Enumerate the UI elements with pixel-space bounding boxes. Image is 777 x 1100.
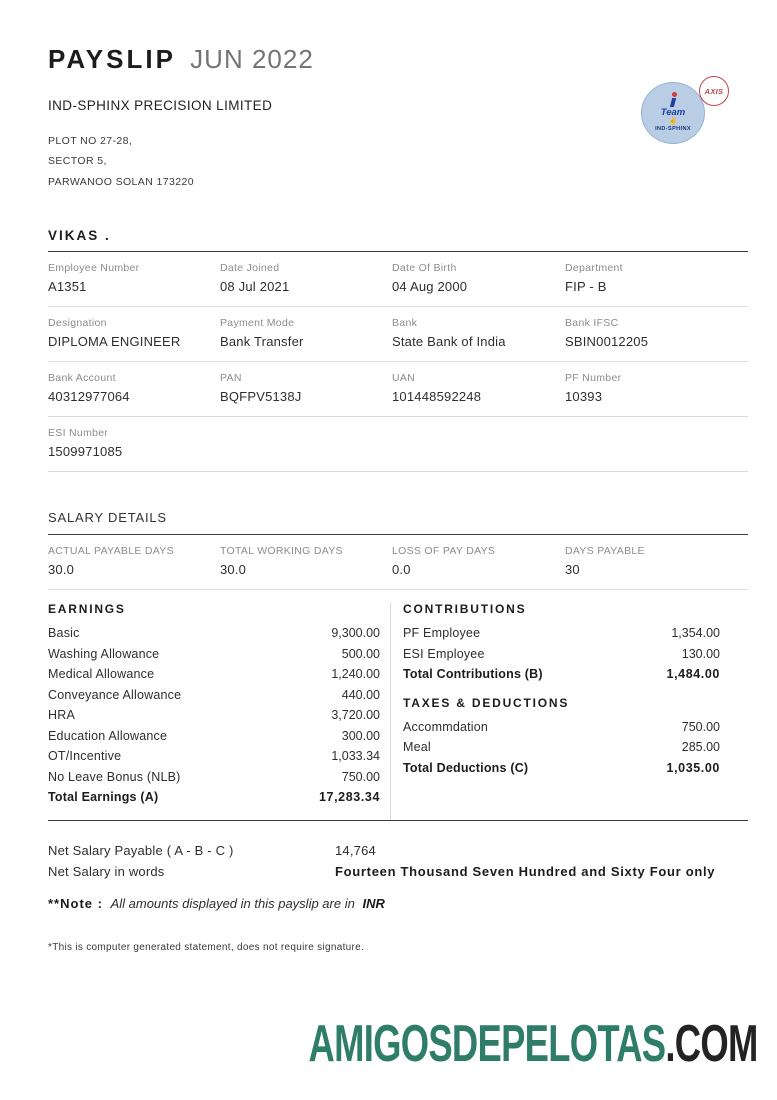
logo-i-icon (669, 92, 677, 107)
table-row: Meal 285.00 (403, 740, 720, 755)
payable-days-row (48, 535, 748, 590)
net-salary-words-row: Net Salary in words Fourteen Thousand Seven Hundred and Sixty Four only (48, 861, 748, 882)
table-row: PF Employee 1,354.00 (403, 626, 720, 641)
table-row: Conveyance Allowance 440.00 (48, 687, 380, 702)
watermark-suffix: .COM (665, 1015, 758, 1073)
field-bank-ifsc: Bank IFSC SBIN0012205 (565, 317, 649, 350)
table-row: Accommdation 750.00 (403, 719, 720, 734)
field-pf-number: PF Number 10393 (565, 372, 622, 405)
field-days-payable: DAYS PAYABLE 30 (565, 545, 645, 578)
address-line: PARWANOO SOLAN 173220 (48, 175, 194, 188)
deductions-heading: TAXES & DEDUCTIONS (403, 695, 570, 710)
payslip-period: JUN 2022 (190, 44, 314, 74)
employee-info-row (48, 307, 748, 362)
total-earnings-row: Total Earnings (A) 17,283.34 (48, 790, 380, 805)
disclaimer-text: *This is computer generated statement, does not require signature. (48, 941, 365, 953)
payslip-title: PAYSLIP (48, 44, 176, 74)
table-row: Medical Allowance 1,240.00 (48, 667, 380, 682)
victory-hand-icon: ✌ (668, 117, 678, 125)
currency-note: **Note : All amounts displayed in this payslip are in INR (48, 895, 385, 911)
table-row: HRA 3,720.00 (48, 708, 380, 723)
field-designation: Designation DIPLOMA ENGINEER (48, 317, 181, 350)
field-payment-mode: Payment Mode Bank Transfer (220, 317, 304, 350)
field-department: Department FIP - B (565, 262, 623, 295)
watermark-main: AMIGOSDEPELOTAS (308, 1015, 666, 1073)
field-date-of-birth: Date Of Birth 04 Aug 2000 (392, 262, 468, 295)
salary-tables (48, 602, 748, 821)
table-row: Education Allowance 300.00 (48, 728, 380, 743)
table-row: Basic 9,300.00 (48, 626, 380, 641)
employee-info-row (48, 362, 748, 417)
table-row: Washing Allowance 500.00 (48, 646, 380, 661)
address-line: SECTOR 5, (48, 155, 107, 168)
table-row: OT/Incentive 1,033.34 (48, 749, 380, 764)
net-salary-block (48, 840, 748, 882)
total-contributions-row: Total Contributions (B) 1,484.00 (403, 667, 720, 682)
contributions-heading: CONTRIBUTIONS (403, 602, 527, 617)
field-pan: PAN BQFPV5138J (220, 372, 302, 405)
table-row: No Leave Bonus (NLB) 750.00 (48, 769, 380, 784)
total-deductions-row: Total Deductions (C) 1,035.00 (403, 760, 720, 775)
field-esi-number: ESI Number 1509971085 (48, 427, 123, 460)
earnings-table (48, 602, 390, 820)
net-salary-amount: 14,764 (335, 842, 376, 858)
logo-brand-text: IND-SPHINX (655, 126, 691, 133)
earnings-heading: EARNINGS (48, 602, 126, 617)
company-name: IND-SPHINX PRECISION LIMITED (48, 98, 273, 113)
logo-circle (641, 82, 705, 144)
company-logo (641, 76, 733, 144)
field-employee-number: Employee Number A1351 (48, 262, 140, 295)
address-line: PLOT NO 27-28, (48, 135, 133, 147)
employee-info-row (48, 252, 748, 307)
net-salary-row: Net Salary Payable ( A - B - C ) 14,764 (48, 840, 748, 861)
field-loss-of-pay-days: LOSS OF PAY DAYS 0.0 (392, 545, 496, 578)
field-bank: Bank State Bank of India (392, 317, 506, 350)
logo-team-text: Team (660, 107, 686, 119)
page-title (48, 44, 748, 75)
field-bank-account: Bank Account 40312977064 (48, 372, 130, 405)
field-uan: UAN 101448592248 (392, 372, 482, 405)
field-total-working-days: TOTAL WORKING DAYS 30.0 (220, 545, 343, 578)
salary-details-heading: SALARY DETAILS (48, 510, 167, 526)
employee-info-row (48, 417, 748, 472)
table-row: ESI Employee 130.00 (403, 646, 720, 661)
field-date-joined: Date Joined 08 Jul 2021 (220, 262, 290, 295)
axis-badge: AXIS (699, 76, 729, 106)
contributions-deductions-column (390, 602, 748, 820)
watermark (308, 1015, 758, 1073)
field-actual-payable-days: ACTUAL PAYABLE DAYS 30.0 (48, 545, 174, 578)
employee-name: VIKAS . (48, 228, 111, 244)
net-salary-words: Fourteen Thousand Seven Hundred and Sixty Four only (335, 863, 716, 879)
